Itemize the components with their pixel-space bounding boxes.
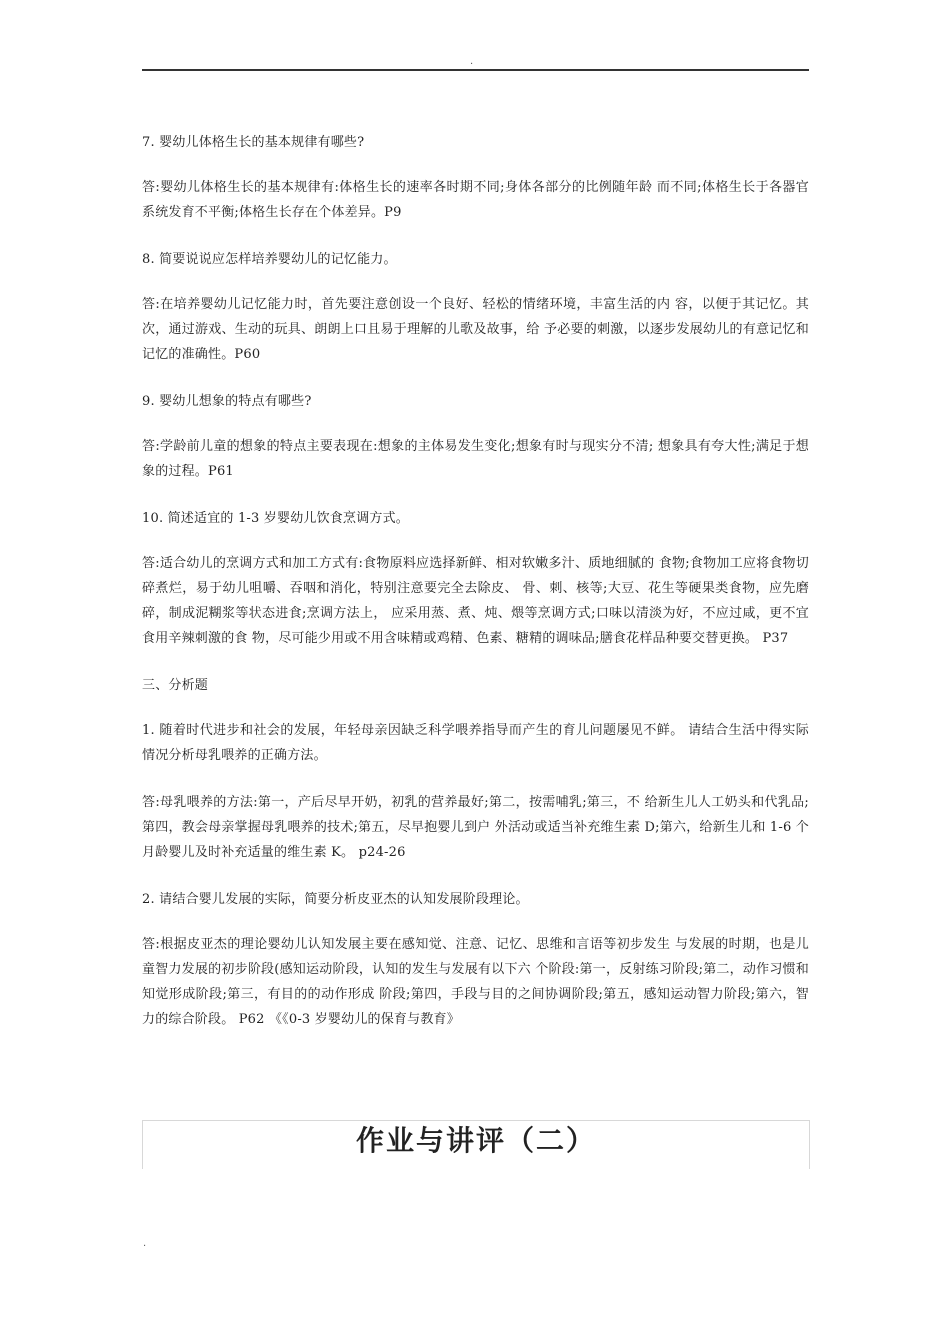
question-9: 9. 婴幼儿想象的特点有哪些? (142, 394, 312, 409)
section-title-box (142, 1120, 810, 1169)
section-heading-analysis: 三、分析题 (142, 678, 209, 693)
question-10: 10. 简述适宜的 1-3 岁婴幼儿饮食烹调方式。 (142, 511, 410, 526)
analysis-answer-1: 答:母乳喂养的方法:第一，产后尽早开奶，初乳的营养最好;第二，按需哺乳;第三，不 给新生儿人工奶头和代乳品;第四，教会母亲掌握母乳喂养的技术;第五，尽早抱婴儿到户 外活动或适当补充维生素 D;第六，给新生儿和 1-6 个月龄婴儿及时补充适量的维生素 K。 p24-26 (142, 795, 809, 860)
answer-10: 答:适合幼儿的烹调方式和加工方式有:食物原料应选择新鲜、相对软嫩多汁、质地细腻的 食物;食物加工应将食物切碎煮烂，易于幼儿咀嚼、吞咽和消化，特别注意要完全去除皮、 骨、刺、核等;大豆、花生等硬果类食物，应先磨碎，制成泥糊浆等状态进食;烹调方法上， 应采用蒸、煮、炖、煨等烹调方式;口味以清淡为好，不应过咸，更不宜食用辛辣刺激的食 物，尽可能少用或不用含味精或鸡精、色素、糖精的调味品;膳食花样品种要交替更换。 P37 (142, 556, 809, 646)
footer-mark: . (143, 1238, 147, 1249)
question-8: 8. 简要说说应怎样培养婴幼儿的记忆能力。 (142, 252, 397, 267)
header-rule (142, 69, 809, 71)
analysis-answer-2: 答:根据皮亚杰的理论婴幼儿认知发展主要在感知觉、注意、记忆、思维和言语等初步发生 与发展的时期，也是儿童智力发展的初步阶段(感知运动阶段，认知的发生与发展有以下六 个阶段:第一，反射练习阶段;第二，动作习惯和知觉形成阶段;第三，有目的的动作形成 阶段;第四，手段与目的之间协调阶段;第五，感知运动智力阶段;第六，智力的综合阶段。 P62 《《0-3 岁婴幼儿的保育与教育》 (142, 937, 809, 1027)
document-body (142, 130, 809, 1054)
answer-7: 答:婴幼儿体格生长的基本规律有:体格生长的速率各时期不同;身体各部分的比例随年龄 而不同;体格生长于各器官系统发育不平衡;体格生长存在个体差异。P9 (142, 180, 809, 220)
analysis-question-2: 2. 请结合婴儿发展的实际，简要分析皮亚杰的认知发展阶段理论。 (142, 892, 529, 907)
analysis-question-1: 1. 随着时代进步和社会的发展，年轻母亲因缺乏科学喂养指导而产生的育儿问题屡见不鲜。 请结合生活中得实际情况分析母乳喂养的正确方法。 (142, 723, 809, 763)
answer-8: 答:在培养婴幼儿记忆能力时，首先要注意创设一个良好、轻松的情绪环境，丰富生活的内 容，以便于其记忆。其次，通过游戏、生动的玩具、朗朗上口且易于理解的儿歌及故事，给 予必要的刺激，以逐步发展幼儿的有意记忆和记忆的准确性。P60 (142, 297, 809, 362)
answer-9: 答:学龄前儿童的想象的特点主要表现在:想象的主体易发生变化;想象有时与现实分不清; 想象具有夸大性;满足于想象的过程。P61 (142, 439, 809, 479)
header-mark: . (470, 56, 474, 67)
section-title: 作业与讲评（二） (355, 1124, 596, 1157)
question-7: 7. 婴幼儿体格生长的基本规律有哪些? (142, 135, 365, 150)
